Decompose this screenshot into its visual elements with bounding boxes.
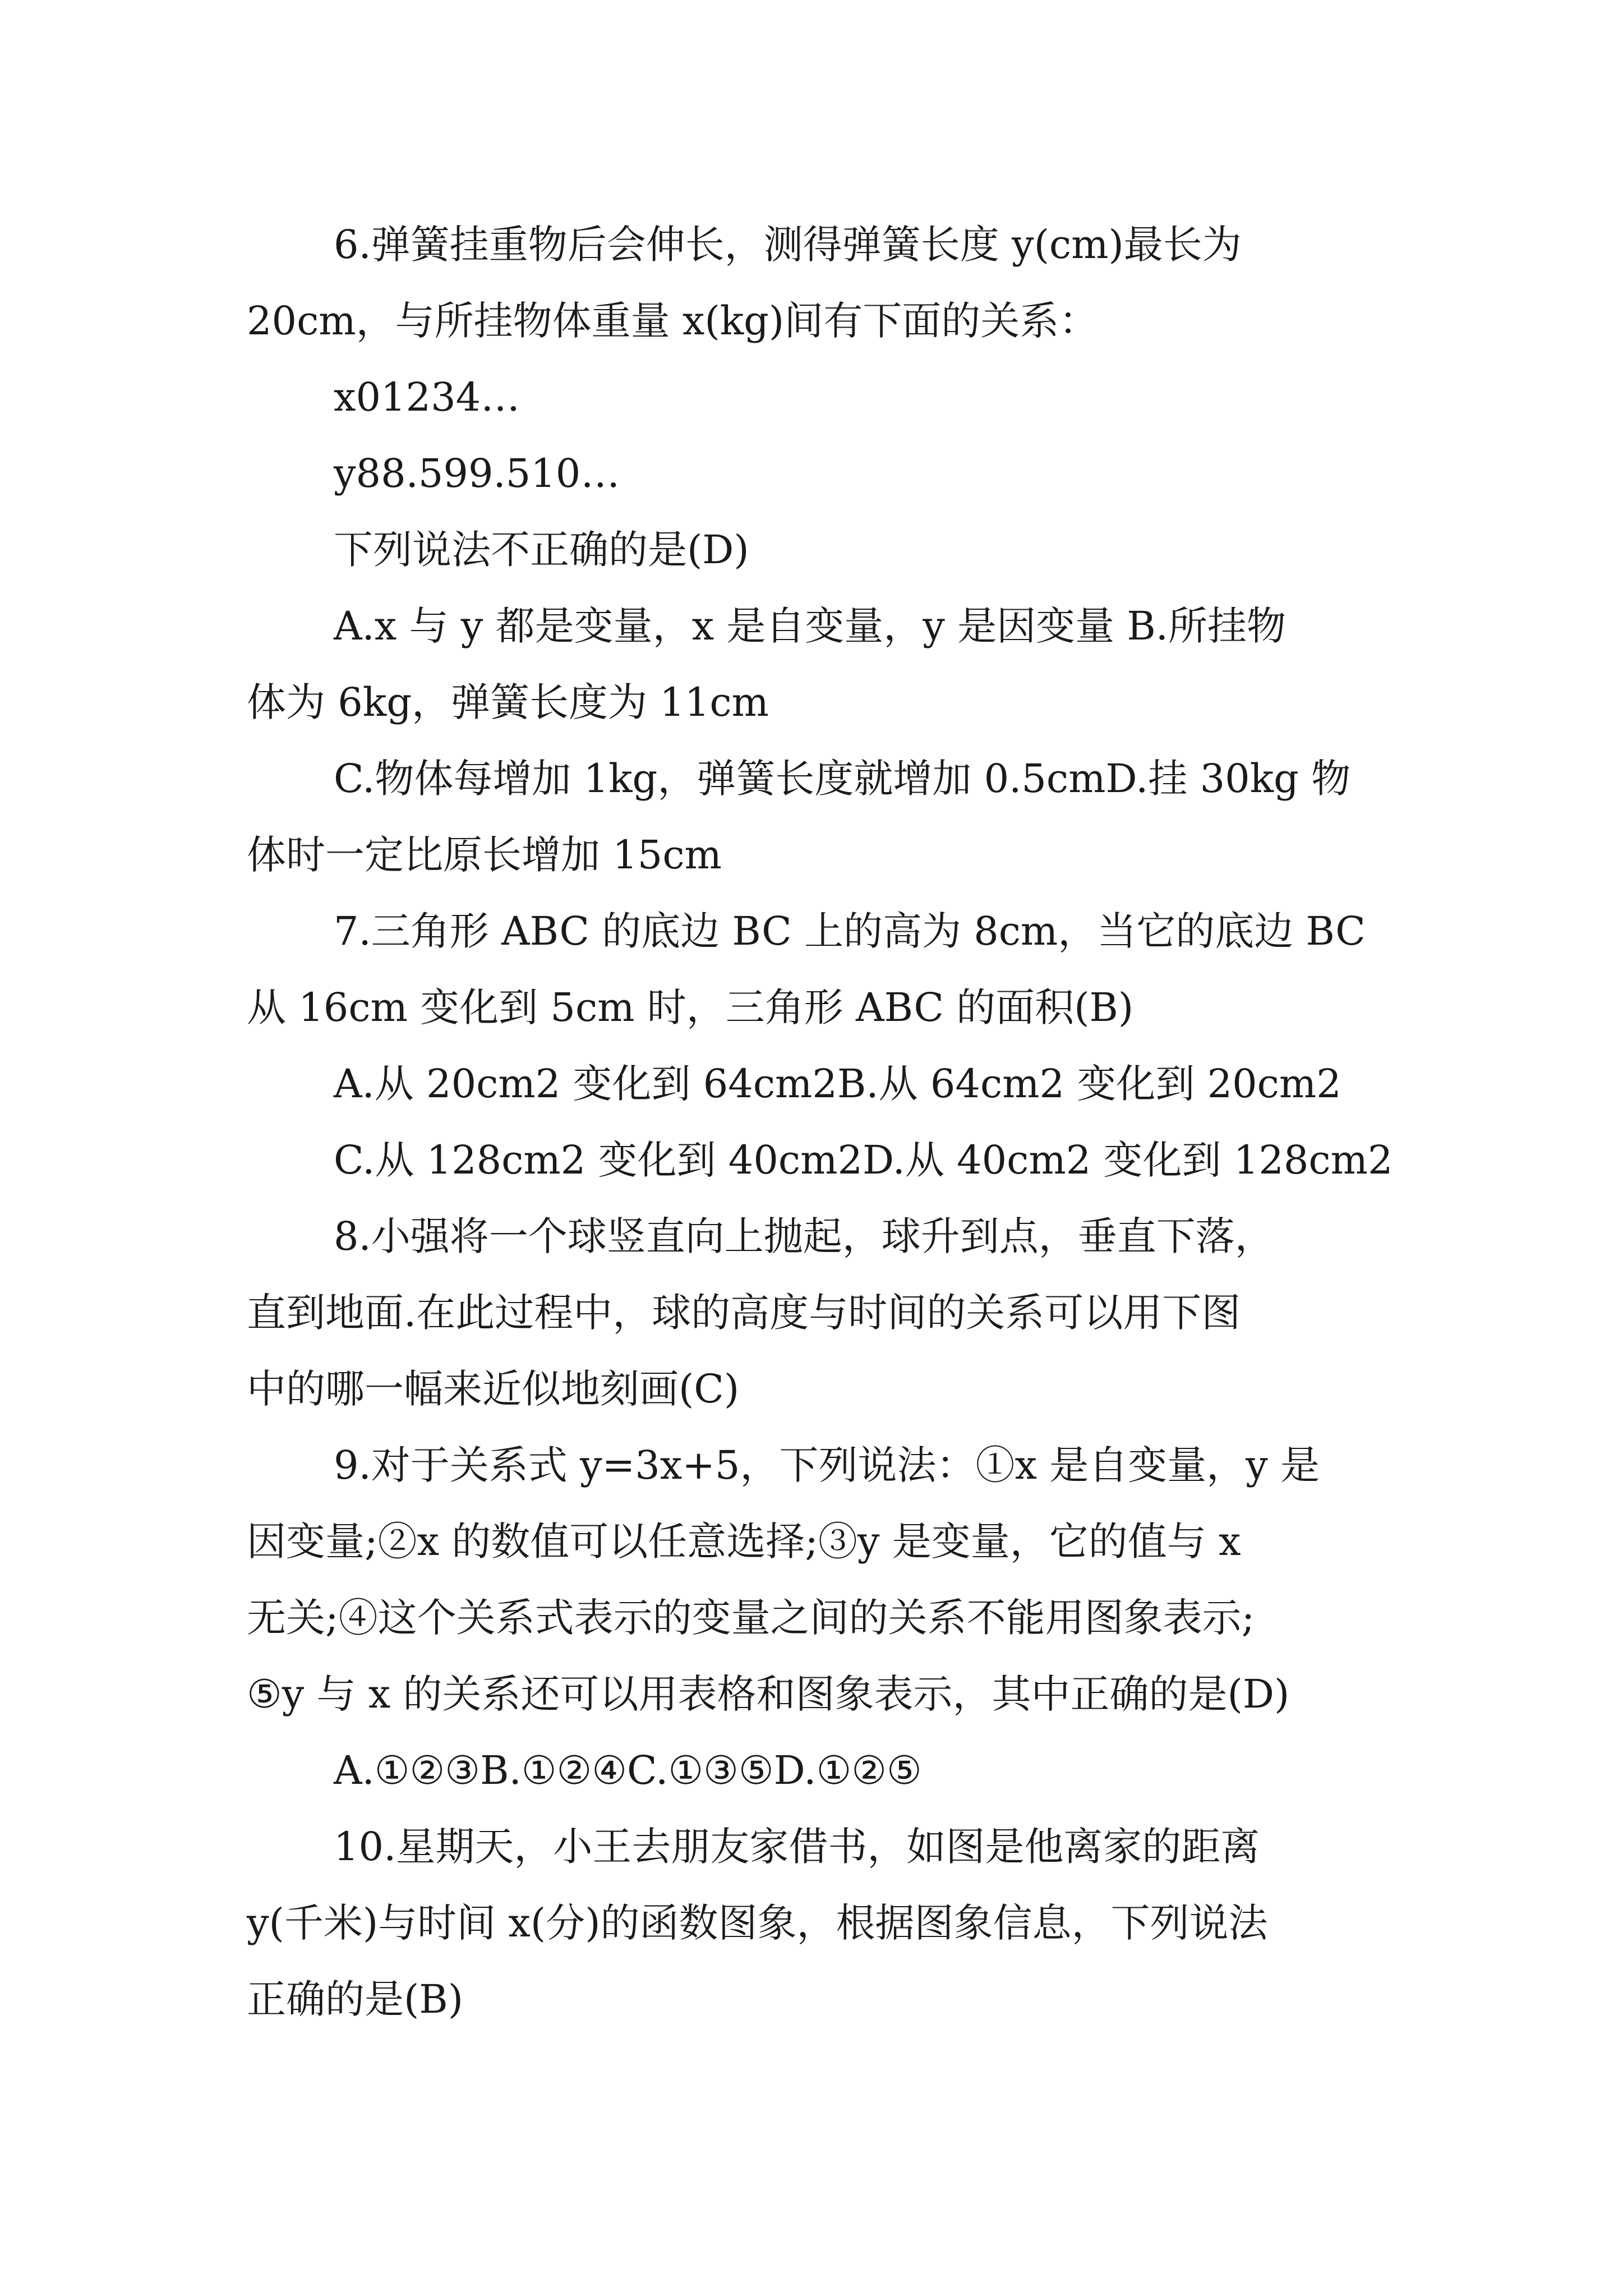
q7-options-cd: C.从 128cm2 变化到 40cm2D.从 40cm2 变化到 128cm2 [334, 1137, 1393, 1183]
q6-option-cd-line-1: C.物体每增加 1kg，弹簧长度就增加 0.5cmD.挂 30kg 物 [334, 756, 1351, 802]
q7-options-ab: A.从 20cm2 变化到 64cm2B.从 64cm2 变化到 20cm2 [334, 1061, 1341, 1107]
q7-stem-line-2: 从 16cm 变化到 5cm 时，三角形 ABC 的面积(B) [247, 984, 1134, 1030]
q6-option-cd-line-2: 体时一定比原长增加 15cm [247, 832, 722, 878]
q9-stem-line-2: 因变量;②x 的数值可以任意选择;③y 是变量，它的值与 x [247, 1519, 1241, 1565]
q10-stem-line-1: 10.星期天，小王去朋友家借书，如图是他离家的距离 [334, 1824, 1260, 1870]
q9-stem-line-1: 9.对于关系式 y=3x+5，下列说法：①x 是自变量，y 是 [334, 1442, 1320, 1488]
q9-stem-line-4: ⑤y 与 x 的关系还可以用表格和图象表示，其中正确的是(D) [247, 1671, 1290, 1717]
q6-stem-line-2: 20cm，与所挂物体重量 x(kg)间有下面的关系： [247, 298, 1099, 344]
q8-stem-line-2: 直到地面.在此过程中，球的高度与时间的关系可以用下图 [247, 1290, 1241, 1336]
q6-option-ab-line-1: A.x 与 y 都是变量，x 是自变量，y 是因变量 B.所挂物 [334, 603, 1287, 649]
q6-table-x-row: x01234… [334, 374, 520, 420]
q10-stem-line-3: 正确的是(B) [247, 1976, 464, 2022]
q6-table-y-row: y88.599.510… [334, 450, 620, 496]
q7-stem-line-1: 7.三角形 ABC 的底边 BC 上的高为 8cm，当它的底边 BC [334, 908, 1366, 954]
q8-stem-line-3: 中的哪一幅来近似地刻画(C) [247, 1366, 740, 1412]
q8-stem-line-1: 8.小强将一个球竖直向上抛起，球升到点，垂直下落， [334, 1213, 1274, 1259]
q6-option-ab-line-2: 体为 6kg，弹簧长度为 11cm [247, 679, 769, 725]
q6-stem-line-1: 6.弹簧挂重物后会伸长，测得弹簧长度 y(cm)最长为 [334, 222, 1242, 268]
q6-prompt: 下列说法不正确的是(D) [334, 527, 749, 573]
q9-options: A.①②③B.①②④C.①③⑤D.①②⑤ [334, 1747, 922, 1793]
q10-stem-line-2: y(千米)与时间 x(分)的函数图象，根据图象信息，下列说法 [247, 1900, 1268, 1946]
q9-stem-line-3: 无关;④这个关系式表示的变量之间的关系不能用图象表示; [247, 1595, 1255, 1641]
